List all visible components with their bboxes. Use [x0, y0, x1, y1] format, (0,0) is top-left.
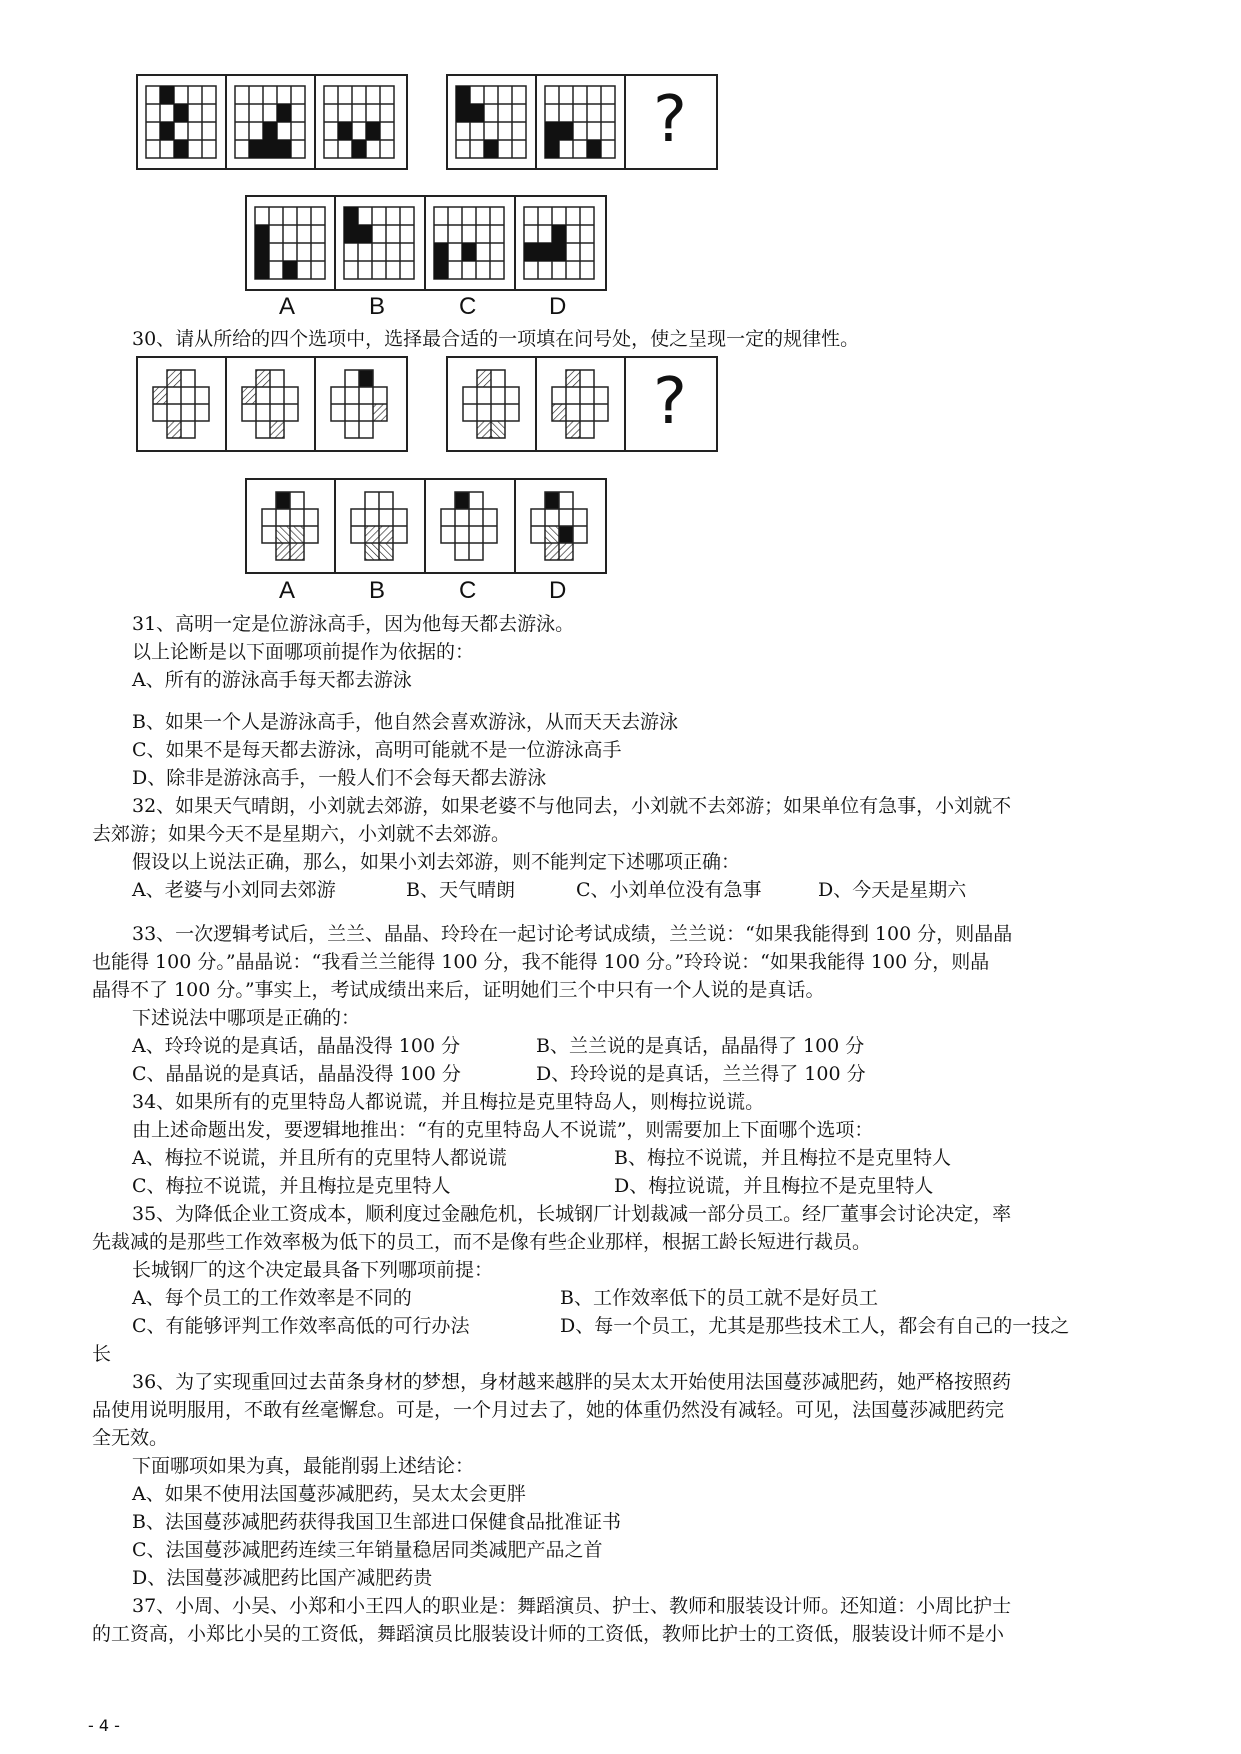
q35-prompt: 长城钢厂的这个决定最具备下列哪项前提：	[132, 1259, 494, 1281]
q35-option-a: A、每个员工的工作效率是不同的	[132, 1287, 412, 1309]
q36-option-b: B、法国蔓莎减肥药获得我国卫生部进口保健食品批准证书	[132, 1511, 621, 1533]
q35-option-b: B、工作效率低下的员工就不是好员工	[560, 1287, 878, 1309]
q33-option-d: D、玲玲说的是真话，兰兰得了 100 分	[536, 1063, 866, 1085]
grid-icon	[448, 76, 535, 168]
q32-stem-line-2: 去郊游；如果今天不是星期六，小刘就不去郊游。	[92, 823, 511, 845]
q32-stem-line-1: 32、如果天气晴朗，小刘就去郊游，如果老婆不与他同去，小刘就不去郊游；如果单位有急事，小刘就不	[132, 795, 1012, 817]
grid-icon	[336, 197, 423, 289]
q29-panel-4	[448, 76, 537, 168]
q31-prompt: 以上论断是以下面哪项前提作为依据的：	[132, 641, 475, 663]
q34-option-d: D、梅拉说谎，并且梅拉不是克里特人	[614, 1175, 934, 1197]
q29-panel-5	[537, 76, 626, 168]
q36-stem-line-3: 全无效。	[92, 1427, 169, 1449]
q33-stem-line-1: 33、一次逻辑考试后，兰兰、晶晶、玲玲在一起讨论考试成绩，兰兰说：“如果我能得到 100 分，则晶晶	[132, 923, 1013, 945]
q32-option-b: B、天气晴朗	[406, 879, 515, 901]
q31-option-a: A、所有的游泳高手每天都去游泳	[132, 669, 412, 691]
q30-option-d-label: D	[549, 577, 567, 604]
q31-stem: 31、高明一定是位游泳高手，因为他每天都去游泳。	[132, 613, 575, 635]
grid-icon	[537, 76, 624, 168]
q33-option-c: C、晶晶说的是真话，晶晶没得 100 分	[132, 1063, 461, 1085]
q29-option-d-label: D	[549, 293, 567, 320]
q30-option-b-label: B	[369, 577, 386, 604]
q30-option-a-panel[interactable]	[247, 480, 336, 572]
q30-stem: 30、请从所给的四个选项中，选择最合适的一项填在问号处，使之呈现一定的规律性。	[132, 328, 860, 350]
question-mark: ?	[653, 83, 687, 157]
q30-option-a-label: A	[279, 577, 296, 604]
q30-panel-5	[537, 358, 626, 450]
q29-figure-row-2	[446, 74, 718, 170]
q34-option-b: B、梅拉不说谎，并且梅拉不是克里特人	[614, 1147, 951, 1169]
grid-icon	[227, 76, 314, 168]
q33-option-a: A、玲玲说的是真话，晶晶没得 100 分	[132, 1035, 461, 1057]
q29-option-a-label: A	[279, 293, 296, 320]
q33-prompt: 下述说法中哪项是正确的：	[132, 1007, 361, 1029]
q30-panel-3	[316, 358, 404, 450]
q36-option-a: A、如果不使用法国蔓莎减肥药，吴太太会更胖	[132, 1483, 526, 1505]
cross-grid-icon	[448, 358, 535, 450]
q35-option-d-line-2: 长	[92, 1343, 112, 1365]
q35-stem-line-1: 35、为降低企业工资成本，顺利度过金融危机，长城钢厂计划裁减一部分员工。经厂董事会讨论决定，率	[132, 1203, 1012, 1225]
q34-stem: 34、如果所有的克里特岛人都说谎，并且梅拉是克里特岛人，则梅拉说谎。	[132, 1091, 765, 1113]
q29-option-c-label: C	[459, 293, 477, 320]
grid-icon	[247, 197, 334, 289]
q32-option-d: D、今天是星期六	[818, 879, 967, 901]
q31-option-d: D、除非是游泳高手，一般人们不会每天都去游泳	[132, 767, 547, 789]
q37-stem-line-1: 37、小周、小吴、小郑和小王四人的职业是：舞蹈演员、护士、教师和服装设计师。还知道：小周比护士	[132, 1595, 1012, 1617]
q30-panel-2	[227, 358, 316, 450]
q34-option-c: C、梅拉不说谎，并且梅拉是克里特人	[132, 1175, 451, 1197]
q29-panel-1	[138, 76, 227, 168]
q29-figure-row	[136, 74, 408, 170]
q33-stem-line-3: 晶得不了 100 分。”事实上，考试成绩出来后，证明她们三个中只有一个人说的是真话。	[92, 979, 825, 1001]
q37-stem-line-2: 的工资高，小郑比小吴的工资低，舞蹈演员比服装设计师的工资低，教师比护士的工资低，服装设计师不是小	[92, 1623, 1005, 1645]
page-number: - 4 -	[88, 1716, 120, 1735]
q35-stem-line-2: 先裁减的是那些工作效率极为低下的员工，而不是像有些企业那样，根据工龄长短进行裁员。	[92, 1231, 872, 1253]
q36-option-d: D、法国蔓莎减肥药比国产减肥药贵	[132, 1567, 433, 1589]
q29-option-b-panel[interactable]	[336, 197, 426, 289]
q34-prompt: 由上述命题出发，要逻辑地推出：“有的克里特岛人不说谎”，则需要加上下面哪个选项：	[132, 1119, 874, 1141]
cross-grid-icon	[426, 480, 513, 572]
grid-icon	[516, 197, 603, 289]
q29-option-b-label: B	[369, 293, 386, 320]
q36-prompt: 下面哪项如果为真，最能削弱上述结论：	[132, 1455, 475, 1477]
q30-figure-row	[136, 356, 408, 452]
cross-grid-icon	[336, 480, 423, 572]
q30-option-b-panel[interactable]	[336, 480, 426, 572]
q32-prompt: 假设以上说法正确，那么，如果小刘去郊游，则不能判定下述哪项正确：	[132, 851, 741, 873]
q29-panel-2	[227, 76, 316, 168]
q29-question-panel	[626, 76, 714, 168]
q29-option-d-panel[interactable]	[516, 197, 603, 289]
q36-option-c: C、法国蔓莎减肥药连续三年销量稳居同类减肥产品之首	[132, 1539, 603, 1561]
q30-option-c-label: C	[459, 577, 477, 604]
q30-question-panel	[626, 358, 714, 450]
q30-option-d-panel[interactable]	[516, 480, 603, 572]
q36-stem-line-2: 品使用说明服用，不敢有丝毫懈怠。可是，一个月过去了，她的体重仍然没有减轻。可见，法国蔓莎减肥药完	[92, 1399, 1005, 1421]
cross-grid-icon	[247, 480, 334, 572]
q32-option-c: C、小刘单位没有急事	[576, 879, 762, 901]
q33-stem-line-2: 也能得 100 分。”晶晶说：“我看兰兰能得 100 分，我不能得 100 分。”玲玲说：“如果我能得 100 分，则晶	[92, 951, 990, 973]
q29-options-row	[245, 195, 607, 291]
grid-icon	[426, 197, 513, 289]
q30-panel-1	[138, 358, 227, 450]
grid-icon	[138, 76, 225, 168]
q30-panel-4	[448, 358, 537, 450]
q29-option-a-panel[interactable]	[247, 197, 336, 289]
q33-option-b: B、兰兰说的是真话，晶晶得了 100 分	[536, 1035, 865, 1057]
grid-icon	[316, 76, 403, 168]
q35-option-d-line-1: D、每一个员工，尤其是那些技术工人，都会有自己的一技之	[560, 1315, 1070, 1337]
q31-option-c: C、如果不是每天都去游泳，高明可能就不是一位游泳高手	[132, 739, 622, 761]
cross-grid-icon	[537, 358, 624, 450]
q31-option-b: B、如果一个人是游泳高手，他自然会喜欢游泳，从而天天去游泳	[132, 711, 678, 733]
q29-option-c-panel[interactable]	[426, 197, 516, 289]
q35-option-c: C、有能够评判工作效率高低的可行办法	[132, 1315, 470, 1337]
q32-option-a: A、老婆与小刘同去郊游	[132, 879, 336, 901]
q30-figure-row-2	[446, 356, 718, 452]
q29-panel-3	[316, 76, 404, 168]
q30-option-c-panel[interactable]	[426, 480, 516, 572]
cross-grid-icon	[138, 358, 225, 450]
q30-options-row	[245, 478, 607, 574]
cross-grid-icon	[516, 480, 603, 572]
cross-grid-icon	[316, 358, 403, 450]
q36-stem-line-1: 36、为了实现重回过去苗条身材的梦想，身材越来越胖的吴太太开始使用法国蔓莎减肥药，她严格按照药	[132, 1371, 1012, 1393]
q34-option-a: A、梅拉不说谎，并且所有的克里特人都说谎	[132, 1147, 507, 1169]
question-mark: ?	[653, 365, 687, 439]
cross-grid-icon	[227, 358, 314, 450]
